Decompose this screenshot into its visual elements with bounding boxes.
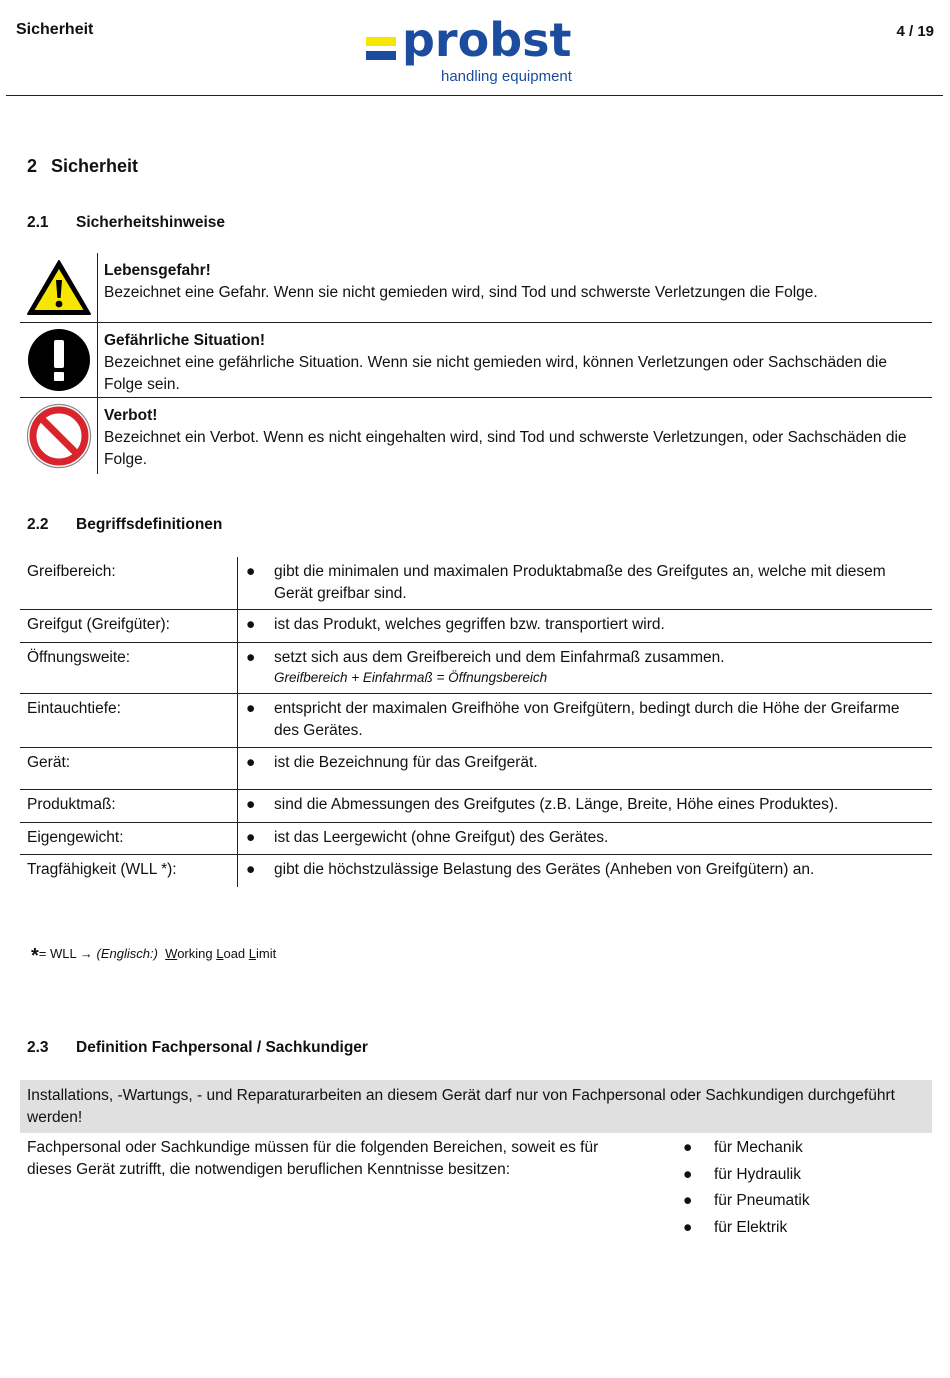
- definition-term: Eigengewicht:: [20, 823, 238, 854]
- definition-row: [20, 643, 932, 694]
- safety-row: [20, 253, 932, 323]
- list-item: [683, 1137, 923, 1164]
- section-heading-2-1: [27, 214, 225, 232]
- section-title: Begriffsdefinitionen: [76, 516, 223, 533]
- definition-term: Gerät:: [20, 748, 238, 789]
- safety-text: [98, 253, 932, 322]
- definition-text: gibt die minimalen und maximalen Produktabmaße des Greifgutes an, welche mit diesem Gerät greifbar sind.: [274, 563, 886, 602]
- page-header: [0, 0, 950, 97]
- exclamation-circle-icon: [20, 323, 98, 397]
- safety-text: [98, 323, 932, 397]
- header-divider: [6, 95, 943, 96]
- list-item: [683, 1190, 923, 1217]
- list-item-label: für Hydraulik: [714, 1165, 801, 1183]
- abbr-rest: orking: [177, 946, 217, 961]
- section-number: 2.3: [27, 1039, 49, 1056]
- safety-row: [20, 398, 932, 474]
- definition-term: Eintauchtiefe:: [20, 694, 238, 747]
- definition-row: [20, 557, 932, 610]
- abbr-rest: imit: [256, 946, 277, 961]
- bullet: ●: [683, 1139, 693, 1156]
- list-item: [683, 1164, 923, 1191]
- bullet: ●: [683, 1192, 693, 1209]
- list-item-label: für Elektrik: [714, 1218, 788, 1236]
- bullet: ●: [246, 754, 256, 771]
- abbr-letter: L: [216, 946, 224, 961]
- footnote-eq: = WLL: [38, 946, 80, 961]
- definition-text: setzt sich aus dem Greifbereich und dem Einfahrmaß zusammen.: [274, 649, 725, 666]
- bullet: ●: [246, 616, 256, 633]
- logo-subtitle: handling equipment: [441, 68, 572, 85]
- qualification-text: Fachpersonal oder Sachkundige müssen für die folgenden Bereichen, soweit es für dieses Gerät zutrifft, die notwendigen beruflichen Kenntnisse besitzen:: [27, 1139, 599, 1178]
- chapter-number: 2: [27, 156, 38, 176]
- logo-word: probst: [402, 13, 572, 67]
- list-item-label: für Mechanik: [714, 1139, 803, 1156]
- bullet: ●: [246, 563, 256, 580]
- bullet: ●: [246, 649, 256, 666]
- definition-row: [20, 855, 932, 887]
- definition-row: [20, 694, 932, 748]
- probst-logo: [366, 13, 596, 91]
- list-item-label: für Pneumatik: [714, 1192, 810, 1209]
- arrow-icon: →: [79, 946, 93, 961]
- notice-box: Installations, -Wartungs, - und Reparaturarbeiten an diesem Gerät darf nur von Fachpersonal oder Sachkundigen durchgeführt werden!: [20, 1080, 932, 1133]
- definition-text: gibt die höchstzulässige Belastung des Gerätes (Anheben von Greifgütern) an.: [274, 861, 815, 878]
- list-item: [683, 1217, 923, 1244]
- definition-term: Produktmaß:: [20, 790, 238, 822]
- footnote-language: (Englisch:): [96, 946, 158, 961]
- safety-title: Lebensgefahr!: [104, 262, 211, 279]
- safety-description: Bezeichnet ein Verbot. Wenn es nicht eingehalten wird, sind Tod und schwerste Verletzungen, oder Sachschäden die Folge.: [104, 429, 907, 468]
- definition-term: Öffnungsweite:: [20, 643, 238, 693]
- chapter-heading: [27, 156, 138, 177]
- footnote-star: *: [31, 945, 39, 967]
- prohibition-icon: [20, 398, 98, 474]
- definition-term: Greifbereich:: [20, 557, 238, 609]
- logo-blue-bar: [366, 51, 396, 60]
- definitions-table: [20, 557, 932, 887]
- definition-text: ist die Bezeichnung für das Greifgerät.: [274, 754, 538, 771]
- bullet: ●: [683, 1165, 693, 1183]
- definition-text: sind die Abmessungen des Greifgutes (z.B. Länge, Breite, Höhe eines Produktes).: [274, 796, 839, 813]
- safety-title: Verbot!: [104, 407, 158, 424]
- definition-text: entspricht der maximalen Greifhöhe von Greifgütern, bedingt durch die Höhe der Greifarme des Gerätes.: [274, 700, 900, 739]
- definition-note: Greifbereich + Einfahrmaß = Öffnungsbereich: [274, 670, 548, 685]
- logo-yellow-bar: [366, 37, 396, 46]
- safety-text: [98, 398, 932, 474]
- footnote: [31, 945, 276, 968]
- section-heading-2-2: [27, 516, 222, 534]
- safety-notice-table: [20, 253, 932, 474]
- definition-row: [20, 748, 932, 790]
- section-title: Sicherheitshinweise: [76, 214, 226, 231]
- abbr-letter: L: [248, 946, 257, 961]
- section-heading-2-3: [27, 1039, 368, 1057]
- definition-term: Tragfähigkeit (WLL *):: [20, 855, 238, 887]
- abbr-letter: W: [165, 946, 178, 961]
- chapter-title: Sicherheit: [51, 156, 139, 176]
- header-section-title: Sicherheit: [16, 21, 94, 38]
- qualification-list: [683, 1137, 923, 1243]
- bullet: ●: [246, 700, 256, 717]
- bullet: ●: [246, 861, 256, 878]
- safety-description: Bezeichnet eine gefährliche Situation. Wenn sie nicht gemieden wird, können Verletzungen oder Sachschäden die Folge sein.: [104, 354, 887, 393]
- section-number: 2.1: [27, 214, 49, 231]
- definition-row: [20, 790, 932, 823]
- definition-text: ist das Produkt, welches gegriffen bzw. transportiert wird.: [274, 616, 665, 633]
- definition-term: Greifgut (Greifgüter):: [20, 610, 238, 642]
- safety-row: [20, 323, 932, 398]
- bullet: ●: [246, 796, 256, 813]
- bullet: ●: [246, 829, 256, 846]
- definition-row: [20, 823, 932, 855]
- definition-text: ist das Leergewicht (ohne Greifgut) des Gerätes.: [274, 829, 609, 846]
- definition-row: [20, 610, 932, 643]
- warning-triangle-icon: [20, 253, 98, 322]
- section-number: 2.2: [27, 516, 49, 533]
- bullet: ●: [683, 1218, 693, 1236]
- page-number: 4 / 19: [896, 23, 934, 40]
- safety-description: Bezeichnet eine Gefahr. Wenn sie nicht gemieden wird, sind Tod und schwerste Verletzungen die Folge.: [104, 284, 818, 301]
- abbr-rest: oad: [223, 946, 249, 961]
- section-title: Definition Fachpersonal / Sachkundiger: [76, 1039, 368, 1056]
- safety-title: Gefährliche Situation!: [104, 332, 266, 349]
